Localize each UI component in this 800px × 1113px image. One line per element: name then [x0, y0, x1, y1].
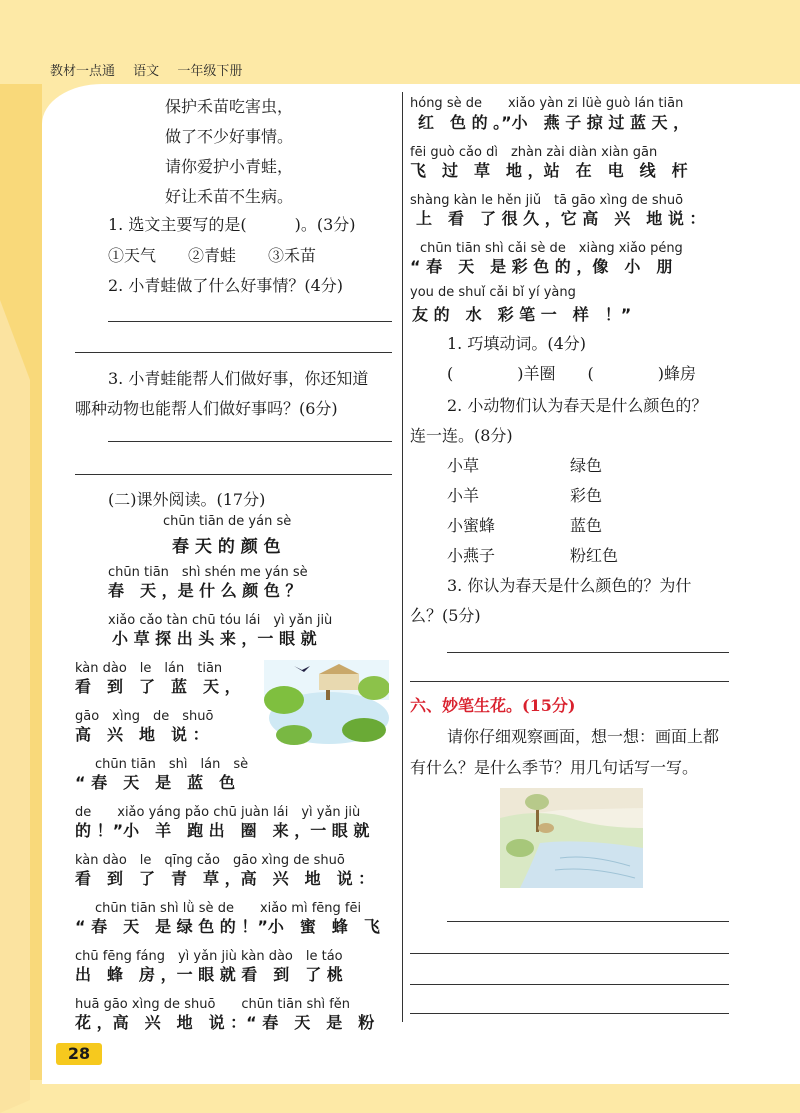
writing-prompt-line2: 有什么？是什么季节？用几句话写一写。: [410, 758, 699, 777]
pinyin-line: huā gāo xìng de shuō chūn tiān shì fěn: [75, 997, 351, 1012]
text-line: 看 到 了 蓝 天 ，: [75, 677, 241, 696]
question-3-line1: 3. 小青蛙能帮人们做好事，你还知道: [108, 369, 369, 388]
answer-line[interactable]: [447, 652, 729, 653]
pinyin-line: fēi guò cǎo dì zhàn zài diàn xiàn gān: [410, 145, 658, 160]
text-line: “ 春 天 是 绿 色 的 ！”小 蜜 蜂 飞: [75, 917, 380, 936]
answer-line[interactable]: [75, 474, 392, 475]
pinyin-line: xiǎo cǎo tàn chū tóu lái yì yǎn jiù: [108, 613, 333, 628]
header-subject: 语文: [133, 64, 160, 79]
pinyin-line: shàng kàn le hěn jiǔ tā gāo xìng de shuō: [410, 193, 684, 208]
question-2-line1: 2. 小动物们认为春天是什么颜色的？: [447, 396, 708, 415]
text-line: 上 看 了 很 久 ，它 高 兴 地 说 ：: [416, 209, 706, 228]
pinyin-line: chūn tiān shì cǎi sè de xiàng xiǎo péng: [420, 241, 683, 256]
pinyin-line: hóng sè de xiǎo yàn zi lüè guò lán tiān: [410, 96, 684, 111]
match-left-item[interactable]: 小燕子: [447, 546, 496, 565]
answer-line[interactable]: [75, 352, 392, 353]
text-line: 红 色 的 。”小 燕 子 掠 过 蓝 天 ，: [418, 113, 690, 132]
question-3-line2: 哪种动物也能帮人们做好事吗？(6分): [75, 399, 338, 418]
spring-lake-illustration: [264, 660, 389, 752]
match-right-item[interactable]: 蓝色: [570, 516, 603, 535]
text-line: “ 春 天 是 蓝 色: [75, 773, 236, 792]
answer-line[interactable]: [410, 1013, 729, 1014]
text-line: “ 春 天 是 彩 色 的 ，像 小 朋: [410, 257, 673, 276]
text-line: 小 草 探 出 头 来 ，一 眼 就: [112, 629, 317, 648]
pinyin-line: chūn tiān shì lán sè: [95, 757, 249, 772]
text-line: 飞 过 草 地 ，站 在 电 线 杆: [410, 161, 688, 180]
match-left-item[interactable]: 小羊: [447, 486, 480, 505]
answer-line[interactable]: [447, 921, 729, 922]
page-number: 28: [67, 1044, 91, 1063]
pinyin-line: gāo xìng de shuō: [75, 709, 214, 724]
poem-line: 做了不少好事情。: [165, 127, 294, 146]
answer-line[interactable]: [108, 441, 392, 442]
poem-line: 请你爱护小青蛙，: [165, 157, 294, 176]
pinyin-line: chūn tiān shì lǜ sè de xiǎo mì fēng fēi: [95, 901, 362, 916]
match-left-item[interactable]: 小蜜蜂: [447, 516, 496, 535]
poem-line: 好让禾苗不生病。: [165, 187, 294, 206]
question-1: 1. 选文主要写的是( )。(3分): [108, 215, 356, 234]
header-book: 教材一点通: [50, 64, 116, 79]
text-line: 的 ！”小 羊 跑 出 圈 来 ，一 眼 就: [75, 821, 370, 840]
text-line: 花 ，高 兴 地 说 ：“ 春 天 是 粉: [75, 1013, 375, 1032]
answer-line[interactable]: [108, 321, 392, 322]
match-left-item[interactable]: 小草: [447, 456, 480, 475]
section-extra-reading: (二)课外阅读。(17分): [108, 490, 266, 509]
answer-line[interactable]: [410, 681, 729, 682]
book-header: [50, 60, 256, 79]
pinyin-line: kàn dào le lán tiān: [75, 661, 223, 676]
question-2-line2: 连一连。(8分): [410, 426, 513, 445]
text-line: 看 到 了 青 草 ，高 兴 地 说 ：: [75, 869, 375, 888]
pinyin-line: chūn tiān shì shén me yán sè: [108, 565, 308, 580]
question-3-line1: 3. 你认为春天是什么颜色的？为什: [447, 576, 692, 595]
writing-prompt-line1: 请你仔细观察画面，想一想：画面上都: [447, 727, 720, 746]
reading-title: 春 天 的 颜 色: [172, 537, 281, 557]
title-pinyin: chūn tiān de yán sè: [163, 514, 292, 529]
pinyin-line: chū fēng fáng yì yǎn jiù kàn dào le táo: [75, 949, 343, 964]
answer-line[interactable]: [410, 953, 729, 954]
riverside-scene-illustration: [500, 788, 643, 888]
answer-line[interactable]: [410, 984, 729, 985]
match-right-item[interactable]: 彩色: [570, 486, 603, 505]
header-grade: 一年级下册: [177, 64, 243, 79]
question-3-line2: 么？(5分): [410, 606, 481, 625]
section-six-heading: 六、妙笔生花。(15分): [410, 696, 576, 715]
match-right-item[interactable]: 粉红色: [570, 546, 619, 565]
poem-line: 保护禾苗吃害虫，: [165, 97, 294, 116]
question-1-options: ①天气 ②青蛙 ③禾苗: [108, 246, 317, 265]
question-2: 2. 小青蛙做了什么好事情？(4分): [108, 276, 344, 295]
column-divider: [402, 92, 403, 1022]
question-1-blanks[interactable]: ( )羊圈 ( )蜂房: [447, 364, 696, 383]
pinyin-line: you de shuǐ cǎi bǐ yí yàng: [410, 285, 576, 300]
text-line: 友 的 水 彩 笔 一 样 ！”: [412, 305, 632, 324]
match-right-item[interactable]: 绿色: [570, 456, 603, 475]
pinyin-line: kàn dào le qīng cǎo gāo xìng de shuō: [75, 853, 345, 868]
text-line: 春 天 ，是 什 么 颜 色 ？: [108, 581, 302, 600]
text-line: 出 蜂 房 ，一 眼 就 看 到 了 桃: [75, 965, 343, 984]
question-1: 1. 巧填动词。(4分): [447, 334, 587, 353]
text-line: 高 兴 地 说 ：: [75, 725, 209, 744]
pinyin-line: de xiǎo yáng pǎo chū juàn lái yì yǎn jiù: [75, 805, 361, 820]
